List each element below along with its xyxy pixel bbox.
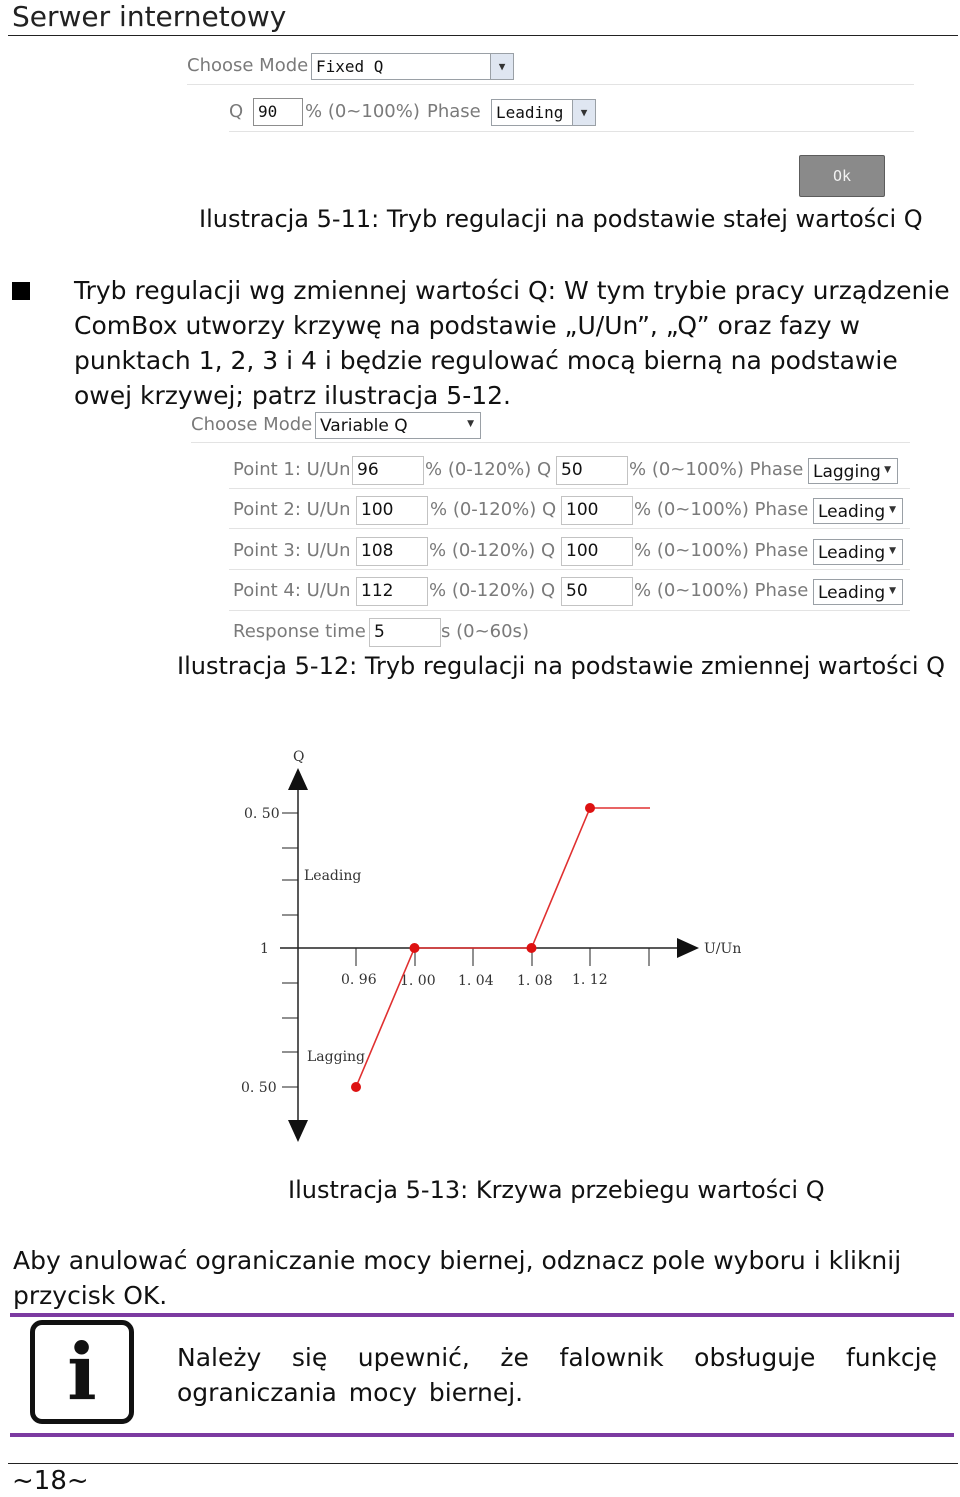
curve-point-2 — [410, 943, 420, 953]
chevron-down-icon: ▼ — [884, 465, 891, 475]
y-axis-arrow-down-icon — [288, 1120, 308, 1142]
y-axis-arrow-up-icon — [288, 768, 308, 790]
page-header-title: Serwer internetowy — [12, 0, 287, 33]
un-range-label: % (0-120%) Q — [429, 580, 556, 601]
divider — [229, 528, 910, 529]
variable-q-description: Tryb regulacji wg zmiennej wartości Q: W tym trybie pracy urządzenie ComBox utworzy krzywę na podstawie „U/Un”, „Q” oraz fazy w punktach 1, 2, 3 i 4 i będzie regulować mocą bierną na podstawie owej krzywej; patrz ilustracja 5-12. — [74, 276, 950, 410]
divider — [191, 442, 910, 443]
un-input[interactable] — [352, 456, 424, 485]
divider — [229, 131, 914, 132]
point-label: Point 3: U/Un — [233, 540, 351, 561]
y-axis-label: Q — [293, 749, 305, 765]
q-input[interactable] — [561, 577, 633, 606]
mode-select[interactable] — [311, 53, 514, 80]
curve-point-3 — [527, 943, 537, 953]
phase-select[interactable] — [813, 498, 903, 524]
un-range-label: % (0-120%) Q — [429, 540, 556, 561]
q-range-label: % (0~100%) Phase — [629, 459, 804, 480]
q-value: 50 — [561, 460, 583, 480]
x-axis-label: U/Un — [704, 941, 742, 957]
y-ticks — [282, 813, 298, 1087]
phase-value: Leading — [818, 543, 886, 563]
y-tick-label: 1 — [260, 941, 269, 957]
region-label-leading: Leading — [304, 868, 362, 884]
figure-caption-5-13: Ilustracja 5-13: Krzywa przebiegu wartości Q — [288, 1176, 825, 1204]
un-input[interactable] — [356, 577, 428, 606]
region-label-lagging: Lagging — [307, 1049, 366, 1065]
info-icon: i — [30, 1320, 134, 1424]
x-tick-label: 1. 04 — [458, 973, 494, 989]
response-time-label: Response time — [233, 621, 366, 642]
q-value: 50 — [566, 581, 588, 601]
phase-select[interactable] — [813, 579, 903, 605]
q-range-label: % (0~100%) Phase — [634, 540, 809, 561]
chevron-down-icon: ▼ — [889, 586, 896, 596]
y-tick-label: 0. 50 — [241, 1080, 277, 1096]
un-input[interactable] — [356, 496, 428, 525]
y-tick-label: 0. 50 — [244, 806, 280, 822]
un-range-label: % (0-120%) Q — [425, 459, 552, 480]
point-label: Point 4: U/Un — [233, 580, 351, 601]
phase-value: Leading — [818, 583, 886, 603]
curve-point-1 — [351, 1082, 361, 1092]
un-value: 108 — [361, 541, 394, 561]
note-top-border — [10, 1313, 954, 1317]
q-range-label: % (0~100%) Phase — [634, 580, 809, 601]
header-divider — [8, 35, 958, 36]
divider — [229, 488, 910, 489]
un-value: 96 — [357, 460, 379, 480]
response-time-unit: s (0~60s) — [441, 621, 529, 642]
page-number: ~18~ — [12, 1466, 89, 1496]
q-input[interactable] — [253, 98, 303, 126]
point-label: Point 2: U/Un — [233, 499, 351, 520]
mode-select-value: Variable Q — [320, 416, 408, 436]
un-value: 100 — [361, 500, 394, 520]
q-curve-chart — [0, 730, 960, 1170]
q-input[interactable] — [556, 456, 628, 485]
x-tick-label: 1. 00 — [400, 973, 436, 989]
un-input[interactable] — [356, 537, 428, 566]
point-label: Point 1: U/Un — [233, 459, 351, 480]
phase-value: Leading — [818, 502, 886, 522]
cancel-instructions: Aby anulować ograniczanie mocy biernej, odznacz pole wyboru i kliknij przycisk OK. — [13, 1246, 902, 1310]
response-time-input[interactable] — [369, 618, 441, 647]
phase-select[interactable] — [491, 99, 596, 126]
note-bottom-border — [10, 1433, 954, 1437]
x-ticks — [356, 948, 649, 966]
divider — [229, 610, 910, 611]
choose-mode-label: Choose Mode — [187, 55, 309, 76]
q-value: 100 — [566, 500, 599, 520]
q-range-label: % (0~100%) — [305, 101, 420, 122]
figure-caption-5-11: Ilustracja 5-11: Tryb regulacji na podstawie stałej wartości Q — [199, 205, 923, 233]
ok-button[interactable]: Ok — [799, 155, 885, 197]
x-tick-label: 1. 08 — [517, 973, 553, 989]
chevron-down-icon: ▼ — [572, 100, 595, 125]
divider — [229, 569, 910, 570]
chevron-down-icon: ▼ — [889, 546, 896, 556]
chevron-down-icon: ▼ — [467, 419, 474, 429]
phase-select[interactable] — [808, 458, 898, 484]
divider — [187, 84, 914, 85]
un-range-label: % (0-120%) Q — [430, 499, 557, 520]
q-input-value: 90 — [258, 102, 278, 121]
q-range-label: % (0~100%) Phase — [634, 499, 809, 520]
mode-select[interactable] — [315, 412, 481, 439]
x-axis-arrow-icon — [677, 938, 699, 958]
phase-select-value: Leading — [496, 103, 564, 122]
q-input[interactable] — [561, 537, 633, 566]
phase-value: Lagging — [813, 462, 881, 482]
chevron-down-icon: ▼ — [889, 505, 896, 515]
note-text: Należy się upewnić, że falownik obsługuje funkcję ograniczania mocy biernej. — [177, 1343, 937, 1407]
figure-caption-5-12: Ilustracja 5-12: Tryb regulacji na podstawie zmiennej wartości Q — [177, 652, 946, 680]
response-time-value: 5 — [374, 622, 385, 642]
q-value: 100 — [566, 541, 599, 561]
x-tick-label: 0. 96 — [341, 972, 377, 988]
mode-select-value: Fixed Q — [316, 57, 384, 76]
un-value: 112 — [361, 581, 394, 601]
q-input[interactable] — [561, 496, 633, 525]
phase-select[interactable] — [813, 539, 903, 565]
phase-label: Phase — [427, 101, 481, 122]
curve-point-4 — [585, 803, 595, 813]
q-label: Q — [229, 101, 244, 122]
chevron-down-icon: ▼ — [490, 54, 513, 79]
choose-mode-label: Choose Mode — [191, 414, 313, 435]
footer-divider — [8, 1463, 958, 1464]
bullet-square-icon — [12, 282, 30, 300]
x-tick-label: 1. 12 — [572, 972, 608, 988]
